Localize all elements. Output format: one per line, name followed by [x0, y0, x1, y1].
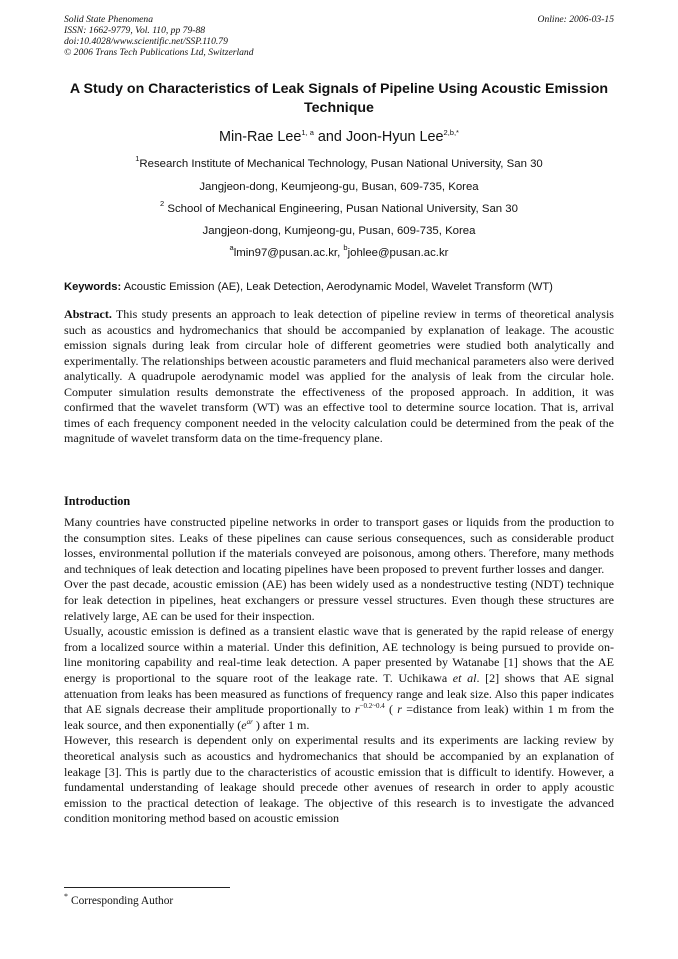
email-b-sup: b — [343, 243, 348, 252]
affiliation-1-line-2: Jangjeon-dong, Keumjeong-gu, Busan, 609-735, Korea — [199, 181, 479, 193]
formula-r: r — [354, 702, 360, 717]
section-heading-introduction: Introduction — [64, 494, 131, 508]
abstract-label: Abstract. — [64, 307, 112, 321]
intro-paragraph-3 — [64, 624, 614, 733]
intro-p3-d: =distance from leak) within 1 m from the leak source, and then exponentially ( — [64, 702, 614, 732]
doi-line[interactable]: doi:10.4028/www.scientific.net/SSP.110.79 — [64, 36, 228, 47]
journal-header — [64, 14, 254, 58]
intro-p3-b: . [2] shows that AE signal attenuation from leaks has been measured as functions of frequency range and leak size. Also this paper indicates that AE signals decrease their amplitude proportionally to — [64, 670, 614, 717]
formula-e: e — [241, 717, 247, 732]
author-1-sup: 1, a — [301, 128, 314, 137]
affiliation-2-text: School of Mechanical Engineering, Pusan National University, San 30 — [164, 203, 518, 215]
affiliation-1-text: Research Institute of Mechanical Technology, Pusan National University, San 30 — [139, 158, 543, 170]
intro-paragraph-1: Many countries have constructed pipeline networks in order to transport gases or liquids from the production to the consumption sites. Leaks of these pipelines can cause serious consequences, such as considerable product losses, environmental pollution if the materials conveyed are poisonous, among others. Therefore, many methods and techniques of leak detection and locating pipelines have been proposed to prevent further losses and danger. — [64, 515, 614, 576]
affiliation-1-line-1 — [0, 154, 678, 171]
footnote-divider — [64, 887, 230, 888]
author-and: and — [313, 129, 346, 145]
author-1: Min-Rae Lee — [219, 129, 302, 145]
intro-p3-a: Usually, acoustic emission is defined as a transient elastic wave that is generated by the rapid release of energy from a localized source within a material. Under this definition, AE technology is being pursued to provide on-line monitoring capability and real-time leak detection. A paper presented by Watanabe [1] shows that the AE energy is proportional to the square root of the leakage rate. T. Uchikawa — [64, 624, 614, 685]
footnote-mark: * — [64, 892, 68, 901]
formula-r-exponent: −0.2~0.4 — [359, 702, 385, 711]
issn-line: ISSN: 1662-9779, Vol. 110, pp 79-88 — [64, 25, 206, 36]
online-date: Online: 2006-03-15 — [537, 14, 614, 25]
footnote-text: Corresponding Author — [71, 895, 174, 907]
abstract — [64, 307, 614, 447]
email-line — [0, 243, 678, 260]
keywords-text: Acoustic Emission (AE), Leak Detection, Aerodynamic Model, Wavelet Transform (WT) — [121, 281, 553, 293]
affiliation-2-line-1 — [0, 199, 678, 216]
keywords — [64, 280, 616, 294]
author-2: Joon-Hyun Lee — [345, 129, 444, 145]
abstract-text: This study presents an approach to leak detection of pipeline review in terms of theoretical analysis such as acoustics and hydromechanics that should be accompanied by explanation of leakage. The acoustic emission signals during leak from circular hole of different geometries were studied both analytically and experimentally. The relationships between acoustic parameters and fluid mechanical parameters also were derived analytically. A quadrupole aerodynamic model was applied for the analysis of leak from the circular hole. Computer simulation results demonstrate the effectiveness of the proposed approach. In addition, it was confirmed that the wavelet transform (WT) was an effective tool to determine source location. That is, arrival times of each frequency component needed in the velocity calculation could be determined from the peak of the magnitude of wavelet transform data on the time-frequency plane. — [64, 307, 614, 445]
intro-p3-etal: et al — [452, 670, 477, 685]
email-a-sup: a — [229, 243, 234, 252]
intro-p3-c: ( — [384, 702, 398, 717]
intro-paragraph-2: Over the past decade, acoustic emission (AE) has been widely used as a nondestructive testing (NDT) technique for leak detection in pipelines, heat exchangers or pressure vessel structures. Even though these structures are relatively large, AE can be used for their inspection. — [64, 577, 614, 623]
copyright-line: © 2006 Trans Tech Publications Ltd, Switzerland — [64, 47, 254, 58]
introduction-body — [64, 515, 614, 827]
paper-title: A Study on Characteristics of Leak Signals of Pipeline Using Acoustic Emission Technique — [69, 81, 609, 116]
author-2-sup: 2,b,* — [443, 128, 459, 137]
affiliation-2-line-2: Jangjeon-dong, Kumjeong-gu, Pusan, 609-735, Korea — [202, 225, 476, 237]
affiliation-1-sup: 1 — [135, 154, 140, 163]
affiliation-2-sup: 2 — [160, 199, 165, 208]
keywords-label: Keywords: — [64, 281, 122, 293]
formula-e-exponent: ar — [246, 717, 253, 726]
author-line — [0, 128, 678, 146]
email-a[interactable]: lmin97@pusan.ac.kr, — [233, 247, 344, 259]
intro-p3-f: ) after 1 m. — [252, 717, 310, 732]
journal-name: Solid State Phenomena — [64, 14, 153, 25]
formula-r-2: r — [397, 702, 402, 717]
email-b[interactable]: johlee@pusan.ac.kr — [347, 247, 449, 259]
footnote — [64, 892, 174, 907]
intro-paragraph-4: However, this research is dependent only on experimental results and its experiments are lacking review by theoretical analysis such as acoustics and hydromechanics that should be accompanied by an explanation of leakage [3]. This is partly due to the characteristics of acoustic emission that is difficult to identify. However, a fundamental understanding of leakage should precede other avenues of research in order to apply acoustic emission to the practical detection of leakage. The objective of this research is to investigate the advanced condition monitoring method based on acoustic emission — [64, 733, 614, 826]
